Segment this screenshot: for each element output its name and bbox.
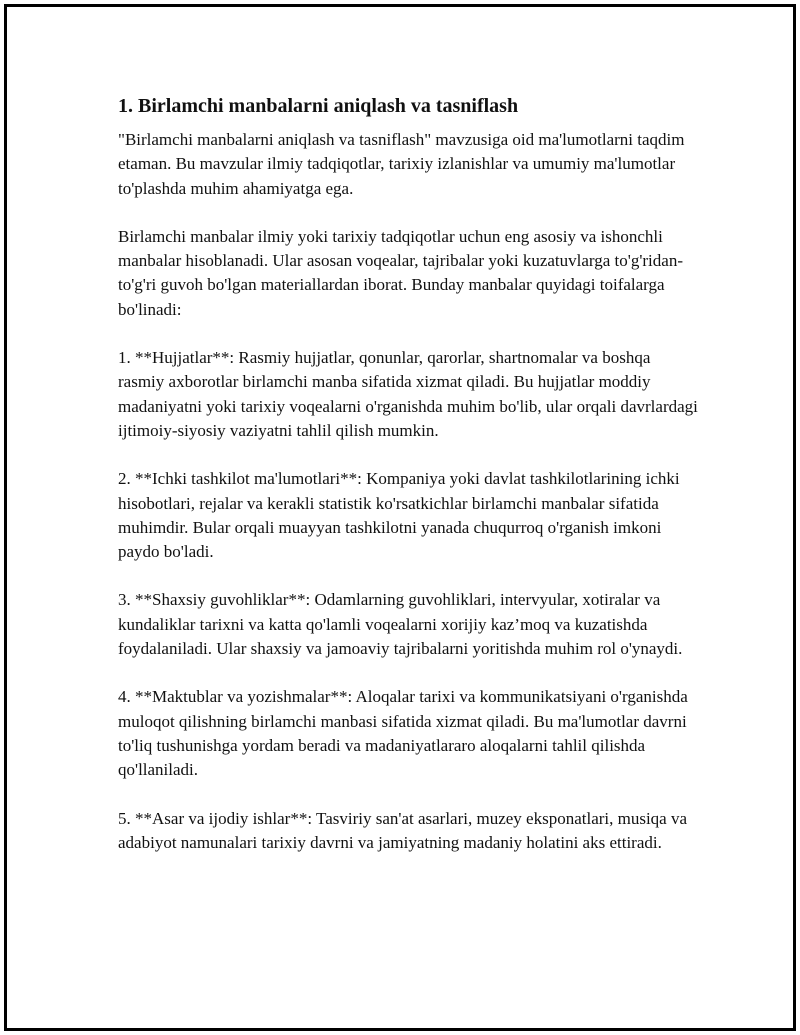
- list-item-internal-data: 2. **Ichki tashkilot ma'lumotlari**: Kompaniya yoki davlat tashkilotlarining ichki hisobotlari, rejalar va kerakli statistik ko'rsatkichlar birlamchi manbalar sifatida muhimdir. Bular orqali muayyan tashkilotni yanada chuqurroq o'rganish imkoni paydo bo'ladi.: [118, 469, 680, 562]
- list-item-documents: 1. **Hujjatlar**: Rasmiy hujjatlar, qonunlar, qarorlar, shartnomalar va boshqa rasmiy axborotlar birlamchi manba sifatida xizmat qiladi. Bu hujjatlar moddiy madaniyatni yoki tarixiy voqealarni o'rganishda muhim bo'lib, ular orqali davrlardagi ijtimoiy-siyosiy vaziyatni tahlil qilish mumkin.: [118, 348, 698, 440]
- document-body: [118, 93, 698, 879]
- paragraph-overview: Birlamchi manbalar ilmiy yoki tarixiy tadqiqotlar uchun eng asosiy va ishonchli manbalar hisoblanadi. Ular asosan voqealar, tajribalar yoki kuzatuvlarga to'g'ridan-to'g'ri guvoh bo'lgan materiallardan iborat. Bunday manbalar quyidagi toifalarga bo'linadi:: [118, 226, 683, 319]
- list-item-testimonies: 3. **Shaxsiy guvohliklar**: Odamlarning guvohliklari, intervyular, xotiralar va kundaliklar tarixni va katta qo'lamli voqealarni xorijiy kaz’moq va kuzatishda foydalaniladi. Ular shaxsiy va jamoaviy tajribalarni yoritishda muhim rol o'ynaydi.: [118, 590, 683, 659]
- document-title: 1. Birlamchi manbalarni aniqlash va tasniflash: [118, 95, 519, 117]
- list-item-letters: 4. **Maktublar va yozishmalar**: Aloqalar tarixi va kommunikatsiyani o'rganishda muloqot qilishning birlamchi manbasi sifatida xizmat qiladi. Bu ma'lumotlar davrni to'liq tushunishga yordam beradi va madaniyatlararo aloqalarni tahlil qilishda qo'llaniladi.: [118, 687, 688, 780]
- paragraph-intro: "Birlamchi manbalarni aniqlash va tasniflash" mavzusiga oid ma'lumotlarni taqdim etaman. Bu mavzular ilmiy tadqiqotlar, tarixiy izlanishlar va umumiy ma'lumotlar to'plashda muhim ahamiyatga ega.: [118, 130, 685, 198]
- list-item-creative-works: 5. **Asar va ijodiy ishlar**: Tasviriy san'at asarlari, muzey eksponatlari, musiqa va adabiyot namunalari tarixiy davrni va jamiyatning madaniy holatini aks ettiradi.: [118, 808, 688, 852]
